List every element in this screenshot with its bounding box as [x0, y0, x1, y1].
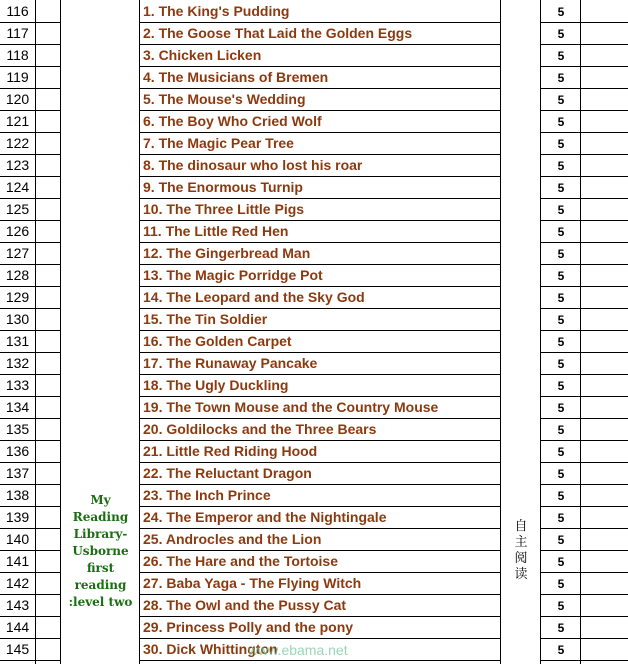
empty-cell: [581, 67, 628, 89]
empty-cell: [581, 463, 628, 485]
empty-cell: [35, 67, 60, 89]
row-number: 136: [0, 441, 35, 463]
book-title: 3. Chicken Licken: [140, 45, 501, 67]
empty-cell: [581, 375, 628, 397]
empty-cell: [581, 485, 628, 507]
row-number: 133: [0, 375, 35, 397]
empty-cell: [35, 573, 60, 595]
reading-mode-char: 主: [514, 535, 528, 550]
row-number: 129: [0, 287, 35, 309]
table-row: [0, 67, 628, 89]
empty-cell: [581, 133, 628, 155]
level-value: 5: [541, 45, 581, 67]
level-value: 5: [541, 331, 581, 353]
empty-cell: [581, 45, 628, 67]
empty-cell: [35, 551, 60, 573]
series-label-line: My: [90, 493, 111, 507]
row-number: 142: [0, 573, 35, 595]
row-number: 121: [0, 111, 35, 133]
book-title: 25. Androcles and the Lion: [140, 529, 501, 551]
table-row: [0, 243, 628, 265]
row-number: 119: [0, 67, 35, 89]
empty-cell: [35, 89, 60, 111]
book-title: 26. The Hare and the Tortoise: [140, 551, 501, 573]
table-row: [0, 287, 628, 309]
empty-cell: [35, 397, 60, 419]
row-number: 139: [0, 507, 35, 529]
level-value: 5: [541, 89, 581, 111]
table-row: [0, 353, 628, 375]
book-title: 20. Goldilocks and the Three Bears: [140, 419, 501, 441]
level-value: 5: [541, 221, 581, 243]
empty-cell: [35, 265, 60, 287]
empty-cell: [35, 331, 60, 353]
empty-cell: [581, 23, 628, 45]
level-value: 5: [541, 155, 581, 177]
book-title: 19. The Town Mouse and the Country Mouse: [140, 397, 501, 419]
book-title: 11. The Little Red Hen: [140, 221, 501, 243]
table-row: [0, 45, 628, 67]
row-number: 126: [0, 221, 35, 243]
empty-cell: [35, 287, 60, 309]
level-value: 5: [541, 617, 581, 639]
table-row: [0, 265, 628, 287]
series-label-line: first: [86, 561, 115, 575]
empty-cell: [35, 529, 60, 551]
book-title: 12. The Gingerbread Man: [140, 243, 501, 265]
level-value: 5: [541, 639, 581, 661]
level-value: 5: [541, 573, 581, 595]
empty-cell: [581, 243, 628, 265]
level-value: 5: [541, 375, 581, 397]
book-title: 29. Princess Polly and the pony: [140, 617, 501, 639]
series-label-line: reading: [74, 578, 127, 592]
book-title: 8. The dinosaur who lost his roar: [140, 155, 501, 177]
empty-cell: [581, 221, 628, 243]
book-title: 30. Dick Whittington: [140, 639, 501, 661]
table-row: [0, 133, 628, 155]
empty-cell: [35, 309, 60, 331]
level-value: 5: [541, 23, 581, 45]
series-label-line: Usborne: [72, 544, 129, 558]
empty-cell: [581, 199, 628, 221]
level-value: 5: [541, 67, 581, 89]
table-row: [0, 617, 628, 639]
empty-cell: [35, 375, 60, 397]
row-number: 141: [0, 551, 35, 573]
empty-cell: [35, 639, 60, 661]
book-title: 18. The Ugly Duckling: [140, 375, 501, 397]
empty-cell: [581, 639, 628, 661]
row-number: 132: [0, 353, 35, 375]
empty-cell: [35, 463, 60, 485]
grid-line: [500, 0, 501, 664]
series-label-line: :level two: [68, 595, 133, 609]
level-value: 5: [541, 199, 581, 221]
grid-line: [580, 0, 581, 664]
row-number: 118: [0, 45, 35, 67]
empty-cell: [581, 551, 628, 573]
empty-cell: [35, 155, 60, 177]
level-value: 5: [541, 309, 581, 331]
book-title: 23. The Inch Prince: [140, 485, 501, 507]
table-row: [0, 89, 628, 111]
grid-line: [35, 0, 36, 664]
level-value: 5: [541, 419, 581, 441]
row-number: 130: [0, 309, 35, 331]
row-number: 117: [0, 23, 35, 45]
level-value: 5: [541, 507, 581, 529]
empty-cell: [581, 353, 628, 375]
series-label-line: Library-: [73, 527, 128, 541]
empty-cell: [35, 617, 60, 639]
book-title: 1. The King's Pudding: [140, 1, 501, 23]
level-value: 5: [541, 551, 581, 573]
reading-mode-char: 读: [514, 567, 528, 582]
row-number: 131: [0, 331, 35, 353]
row-number: 127: [0, 243, 35, 265]
book-title: 24. The Emperor and the Nightingale: [140, 507, 501, 529]
empty-cell: [35, 485, 60, 507]
table-row: [0, 419, 628, 441]
empty-cell: [35, 507, 60, 529]
table-row: [0, 375, 628, 397]
book-title: 15. The Tin Soldier: [140, 309, 501, 331]
row-number: 125: [0, 199, 35, 221]
empty-cell: [35, 23, 60, 45]
empty-cell: [581, 573, 628, 595]
empty-cell: [581, 309, 628, 331]
table-row: [0, 155, 628, 177]
book-title: 9. The Enormous Turnip: [140, 177, 501, 199]
level-value: 5: [541, 111, 581, 133]
empty-cell: [581, 331, 628, 353]
reading-mode-char: 自: [514, 519, 528, 534]
row-number: 134: [0, 397, 35, 419]
book-title: 28. The Owl and the Pussy Cat: [140, 595, 501, 617]
book-title: 16. The Golden Carpet: [140, 331, 501, 353]
empty-cell: [581, 617, 628, 639]
row-number: 145: [0, 639, 35, 661]
level-value: 5: [541, 397, 581, 419]
table-row: [0, 199, 628, 221]
empty-cell: [581, 89, 628, 111]
empty-cell: [581, 1, 628, 23]
row-number: 123: [0, 155, 35, 177]
table-row: [0, 309, 628, 331]
level-value: 5: [541, 287, 581, 309]
empty-cell: [581, 507, 628, 529]
empty-cell: [35, 595, 60, 617]
empty-cell: [581, 155, 628, 177]
empty-cell: [35, 419, 60, 441]
book-title: 6. The Boy Who Cried Wolf: [140, 111, 501, 133]
book-title: 5. The Mouse's Wedding: [140, 89, 501, 111]
book-title: 7. The Magic Pear Tree: [140, 133, 501, 155]
row-number: 138: [0, 485, 35, 507]
level-value: 5: [541, 485, 581, 507]
series-label-line: Reading: [72, 510, 129, 524]
table-row: [0, 463, 628, 485]
book-title: 27. Baba Yaga - The Flying Witch: [140, 573, 501, 595]
level-value: 5: [541, 529, 581, 551]
level-value: 5: [541, 595, 581, 617]
empty-cell: [581, 265, 628, 287]
empty-cell: [581, 177, 628, 199]
empty-cell: [35, 199, 60, 221]
empty-cell: [581, 287, 628, 309]
level-value: 5: [541, 133, 581, 155]
watermark: www.ebama.net: [248, 642, 348, 658]
empty-cell: [35, 353, 60, 375]
row-number: 137: [0, 463, 35, 485]
empty-cell: [35, 1, 60, 23]
empty-cell: [581, 529, 628, 551]
empty-cell: [35, 441, 60, 463]
row-number: 143: [0, 595, 35, 617]
book-title: 14. The Leopard and the Sky God: [140, 287, 501, 309]
table-row: [0, 1, 628, 23]
table-row: [0, 397, 628, 419]
table-row: [0, 441, 628, 463]
empty-cell: [581, 595, 628, 617]
table-row: [0, 331, 628, 353]
level-value: 5: [541, 441, 581, 463]
empty-cell: [35, 111, 60, 133]
level-value: 5: [541, 177, 581, 199]
level-value: 5: [541, 1, 581, 23]
empty-cell: [35, 45, 60, 67]
empty-cell: [581, 419, 628, 441]
row-number: 124: [0, 177, 35, 199]
empty-cell: [581, 111, 628, 133]
level-value: 5: [541, 463, 581, 485]
empty-cell: [35, 243, 60, 265]
row-number: 116: [0, 1, 35, 23]
reading-mode-label: [512, 519, 530, 583]
reading-mode-char: 阅: [514, 551, 528, 566]
row-number: 122: [0, 133, 35, 155]
empty-cell: [35, 221, 60, 243]
series-label: [61, 492, 140, 611]
table-row: [0, 111, 628, 133]
empty-cell: [581, 441, 628, 463]
level-value: 5: [541, 243, 581, 265]
row-number: 135: [0, 419, 35, 441]
table-row: [0, 221, 628, 243]
book-title: 17. The Runaway Pancake: [140, 353, 501, 375]
grid-line: [540, 0, 541, 664]
row-number: 120: [0, 89, 35, 111]
level-value: 5: [541, 353, 581, 375]
row-number: 140: [0, 529, 35, 551]
empty-cell: [35, 133, 60, 155]
book-title: 21. Little Red Riding Hood: [140, 441, 501, 463]
table-row: [0, 177, 628, 199]
level-value: 5: [541, 265, 581, 287]
book-title: 22. The Reluctant Dragon: [140, 463, 501, 485]
book-title: 4. The Musicians of Bremen: [140, 67, 501, 89]
book-title: 13. The Magic Porridge Pot: [140, 265, 501, 287]
row-number: 144: [0, 617, 35, 639]
table-row: [0, 23, 628, 45]
book-title: 10. The Three Little Pigs: [140, 199, 501, 221]
row-number: 128: [0, 265, 35, 287]
empty-cell: [35, 177, 60, 199]
empty-cell: [581, 397, 628, 419]
book-title: 2. The Goose That Laid the Golden Eggs: [140, 23, 501, 45]
